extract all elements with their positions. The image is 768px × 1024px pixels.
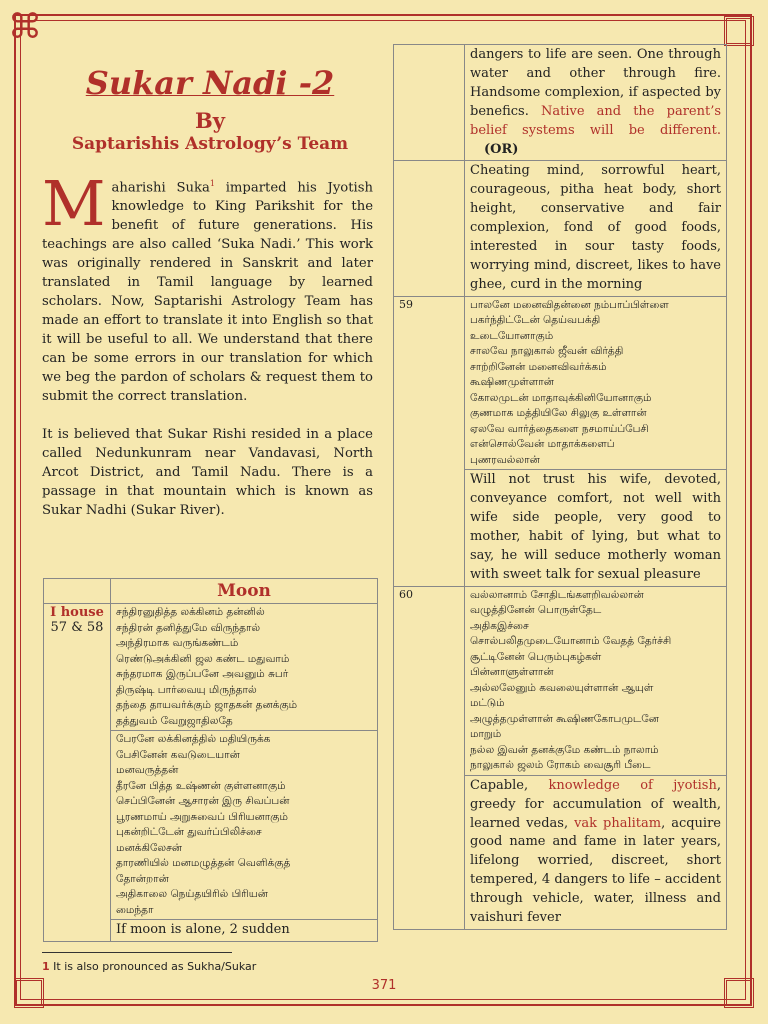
translation-60: [465, 775, 727, 929]
corner-ornament-icon: [724, 16, 754, 46]
intro-p1-start: aharishi Suka: [111, 180, 210, 196]
translation-text: Capable,: [470, 777, 549, 793]
english-translation-start: If moon is alone, 2 sudden: [111, 920, 378, 942]
house-cell: [44, 604, 111, 942]
translation-text: dangers to life are seen. One through water and other through fire. Handsome complexion, if aspected by benefics.: [470, 47, 721, 119]
tamil-verse-59: பாலனே மனைவிதன்னை நம்பாப்பிள்ளை பகர்ந்திட்டேன் தெய்வபக்தி உடையோனாகும் சாலவே நாலுகால் ஜீவன் விர்த்தி சாற்றினேன் மனைவிவர்க்கம் கூஷிணமுள்ளான் கோலமுடன் மாதாவுக்கினியோனாகும் குணமாக மத்தியிலே சிலுகு உள்ளான் ஏலவே வார்த்தைகளை நசமாய்ப்பேசி என்சொல்வேன் மாதாக்களைப் புணரவல்லான்: [465, 296, 727, 470]
footnote-ref: 1: [209, 179, 215, 188]
translation-cont: [465, 45, 727, 161]
moon-table: [43, 578, 378, 942]
footnote: [42, 960, 256, 973]
tamil-verse-1: சந்திரனுதித்த லக்கினம் தன்னில் சந்திரன் தனித்துமே விருந்தால் அந்திரமாக வருங்கண்டம் ரெண்டுஅக்கினி ஜல கண்ட மதுவாம் சுந்தரமாக இருப்பனே அவனும் சுபர் திருஷ்டி பார்வையு மிருந்தால் தந்தை தாயவர்க்கும் ஜாதகன் தனக்கும் தத்துவம் வேறுஜாதிலதே: [111, 604, 378, 731]
intro-p1-rest: imparted his Jyotish knowledge to King Parikshit for the benefit of future generations. His teachings are also called ‘Suka Nadi.’ This work was originally rendered in Sanskrit and later translated in Tamil language by learned scholars. Now, Saptarishi Astrology Team has made an effort to translate it into English so that it will be useful to all. We understand that there can be some errors in our translation for which we beg the pardon of scholars & request them to submit the correct translation.: [42, 180, 373, 405]
moon-header: Moon: [111, 579, 378, 604]
verse-number-60: 60: [394, 586, 465, 929]
table-row: [394, 296, 727, 470]
tamil-verse-60: வல்லானாம் சோதிடங்களறிவல்லான் வழுத்தினேன் பொருள்தேட அதிகஇச்சை சொல்பலிதமுடையோனாம் வேதத் தேர்ச்சி சூட்டினேன் பெரும்புகழ்கள் பின்னாளுள்ளான் அல்லலேனும் கவலையுள்ளான் ஆயுள் மட்டும் அழுத்தமுள்ளான் கூஷிணகோபமுடனே மாறும் நல்ல இவன் தனக்குமே கண்டம் நாலாம் நாலுகால் ஜலம் ரோகம் வைசூரி பீடை: [465, 586, 727, 775]
intro-p2: It is believed that Sukar Rishi resided in a place called Nedunkunram near Vandavasi, North Arcot District, and Tamil Nadu. There is a passage in that mountain which is known as Sukar Nadhi (Sukar River).: [42, 427, 373, 519]
highlight-text: vak phalitam: [574, 815, 662, 831]
drop-cap: M: [42, 167, 106, 240]
translation-alt: Cheating mind, sorrowful heart, courageous, pitha heat body, short height, conservative and fair complexion, fond of good foods, interested in sour tasty foods, worrying mind, discreet, likes to have ghee, curd in the morning: [465, 161, 727, 296]
table-row: [394, 161, 727, 296]
table-row: [394, 586, 727, 775]
tamil-verse-2: பேரனே லக்கினத்தில் மதியிருக்க பேசினேன் கவடுடையான் மனவருத்தன் தீரனே பித்த உஷ்ணன் குள்ளனாகும் செப்பினேன் ஆசாரன் இரு சிவப்பன் பூரணமாய் அறுசுவைப் பிரியனாகும் புகன்றிட்டேன் துவர்ப்பிலிச்சை மனக்கிலேசன் தாரணியில் மனமழுத்தன் வெளிக்குத் தோன்றான் அதிகாலை நெய்தயிரில் பிரியன் மைந்தா: [111, 731, 378, 920]
house-numbers: 57 & 58: [50, 620, 104, 635]
table-cell: [44, 579, 111, 604]
table-row: [394, 45, 727, 161]
translation-59: Will not trust his wife, devoted, conveyance comfort, not well with wife side people, very good to mother, habit of lying, but what to say, he will seduce motherly woman with sweet talk for sexual pleasure: [465, 470, 727, 586]
page-title: Sukar Nadi -2: [85, 64, 335, 102]
author-team: Saptarishis Astrology’s Team: [71, 134, 349, 154]
page-number: 371: [371, 978, 397, 993]
intro-text: [42, 167, 373, 520]
footnote-text: It is also pronounced as Sukha/Sukar: [49, 960, 257, 973]
byline: By: [195, 108, 225, 133]
verse-number-59: 59: [394, 296, 465, 586]
verse-table: [393, 44, 727, 930]
translation-text: , greedy for accumulation of wealth, learned vedas,: [470, 777, 721, 831]
highlight-text: Native and the parent’s belief systems will be different.: [470, 103, 722, 138]
highlight-text: knowledge of jyotish: [548, 777, 717, 793]
endless-knot-icon: ⌘: [8, 7, 42, 47]
or-label: (OR): [484, 141, 519, 157]
footnote-divider: [42, 952, 232, 953]
footnote-number: 1: [42, 960, 50, 973]
table-cell: [394, 45, 465, 161]
table-cell: [394, 161, 465, 296]
house-label: I house: [50, 605, 104, 620]
translation-text: , acquire good name and fame in later years, lifelong worried, discreet, short tempered, 4 dangers to life – accident through vehicle, water, illness and vaishuri fever: [470, 815, 721, 926]
